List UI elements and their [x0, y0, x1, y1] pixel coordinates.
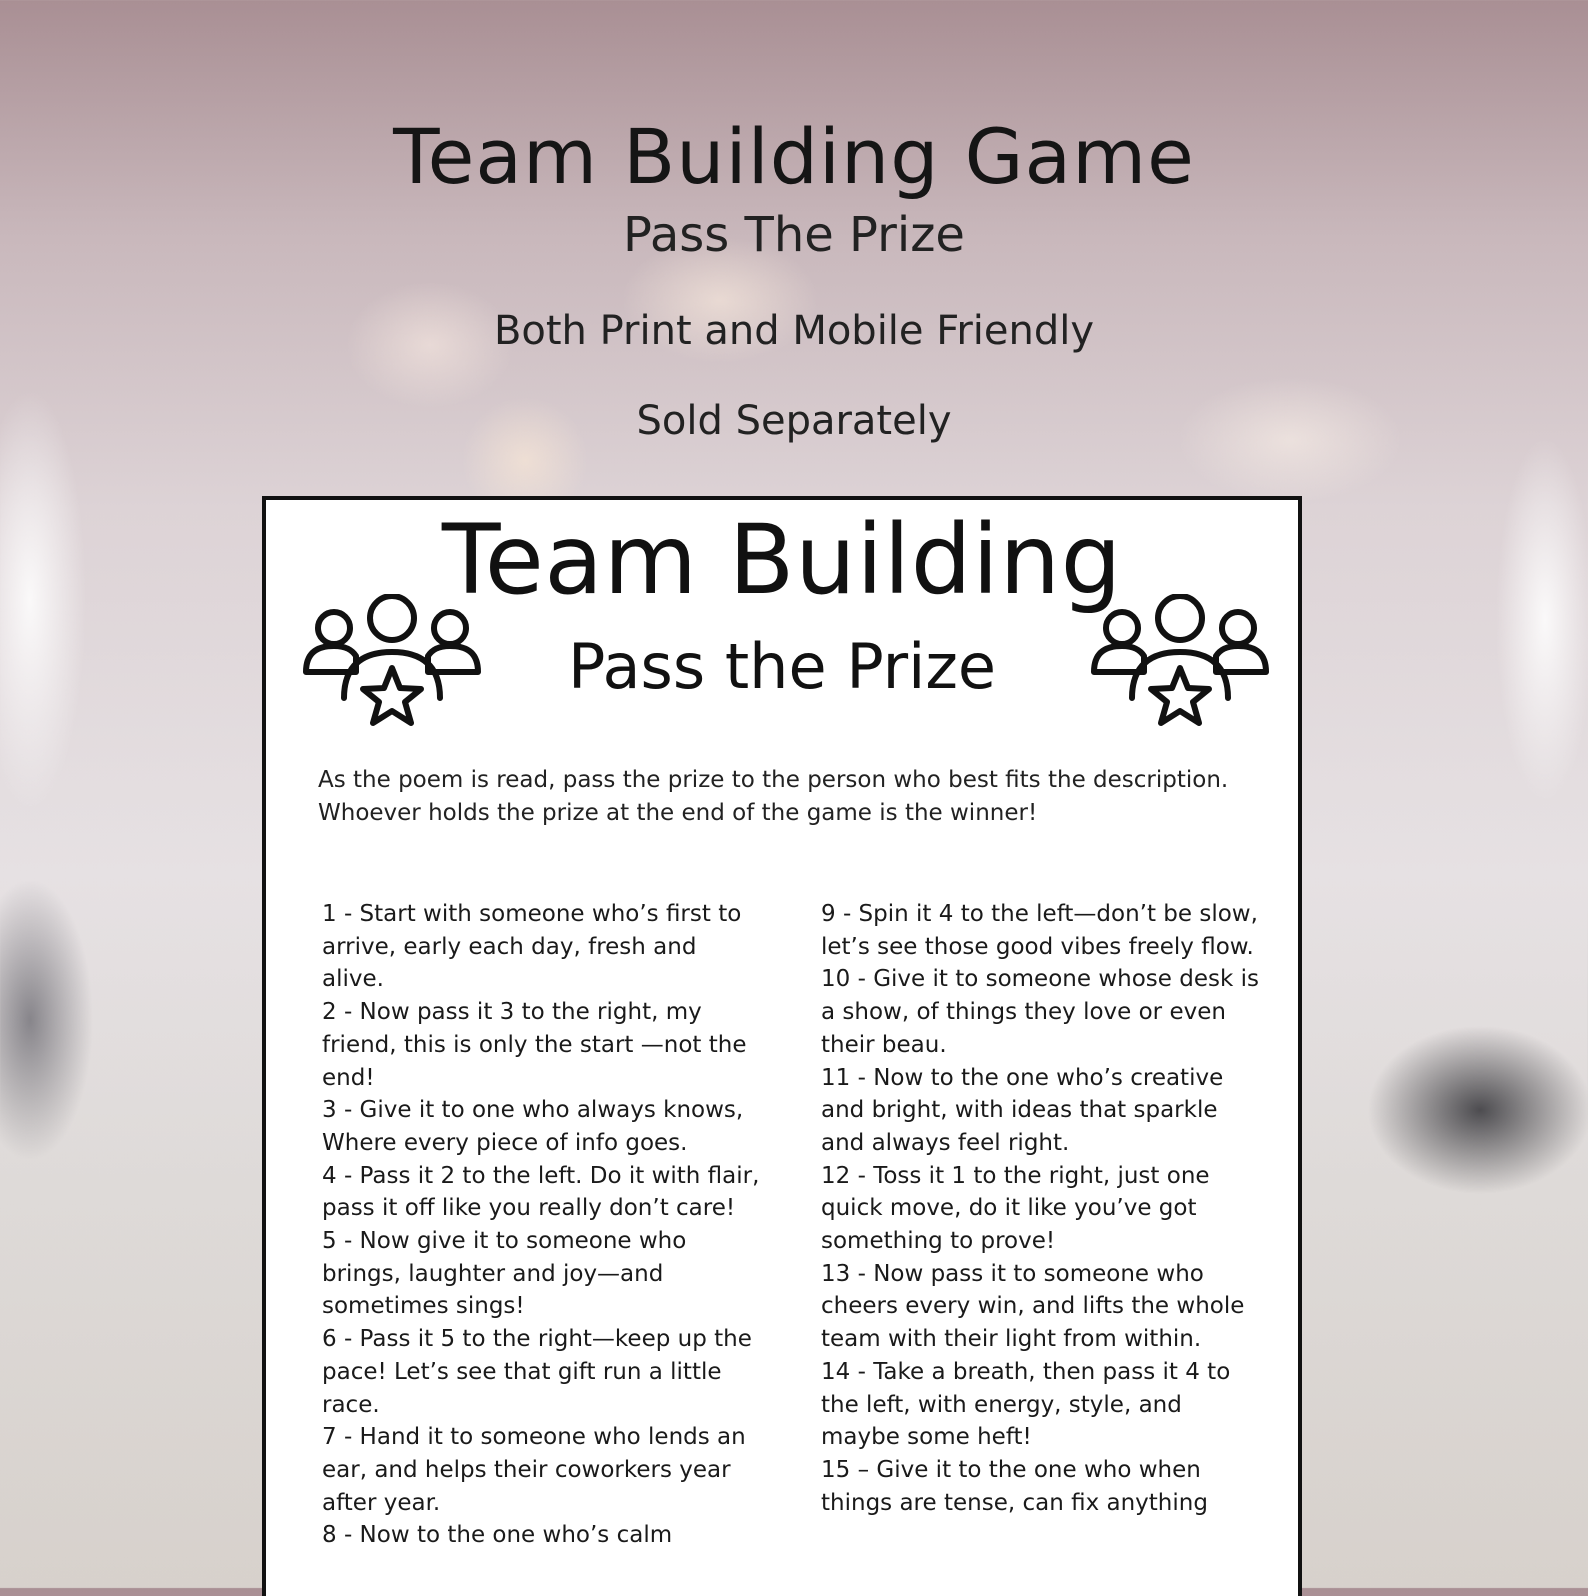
verse: 10 - Give it to someone whose desk is a show, of things they love or even their beau.	[821, 966, 1259, 1058]
verses-left-column	[322, 898, 762, 1552]
verse: 14 - Take a breath, then pass it 4 to the left, with energy, style, and maybe some heft!	[821, 1358, 1231, 1451]
hero-print-mobile-note: Both Print and Mobile Friendly	[493, 308, 1095, 354]
verse: 8 - Now to the one who’s calm	[322, 1522, 673, 1549]
sheet-title: Team Building	[441, 504, 1123, 616]
verse: 6 - Pass it 5 to the right—keep up the pace! Let’s see that gift run a little race.	[322, 1326, 752, 1418]
verse: 9 - Spin it 4 to the left—don’t be slow, let’s see those good vibes freely flow.	[821, 901, 1258, 960]
hero-sold-separately-note: Sold Separately	[636, 398, 952, 444]
verse: 15 – Give it to the one who when things are tense, can fix anything	[821, 1456, 1208, 1516]
hero-title: Team Building Game	[393, 112, 1195, 201]
verse: 12 - Toss it 1 to the right, just one quick move, do it like you’ve got something to prove!	[821, 1162, 1210, 1255]
game-instructions: As the poem is read, pass the prize to the person who best fits the description. Whoever holds the prize at the end of the game is the winner!	[318, 767, 1229, 826]
verse: 11 - Now to the one who’s creative and bright, with ideas that sparkle and always feel right.	[821, 1064, 1224, 1156]
verse: 5 - Now give it to someone who brings, laughter and joy—and sometimes sings!	[322, 1228, 687, 1320]
game-sheet	[262, 496, 1302, 1596]
sheet-subtitle: Pass the Prize	[567, 630, 997, 703]
verses-right-column	[821, 898, 1261, 1519]
verse: 3 - Give it to one who always knows, Where every piece of info goes.	[322, 1097, 744, 1156]
verse: 4 - Pass it 2 to the left. Do it with flair, pass it off like you really don’t care!	[322, 1162, 760, 1222]
verse: 7 - Hand it to someone who lends an ear, and helps their coworkers year after year.	[322, 1424, 746, 1516]
verse: 1 - Start with someone who’s first to arrive, early each day, fresh and alive.	[322, 901, 742, 993]
verse: 13 - Now pass it to someone who cheers every win, and lifts the whole team with their light from within.	[821, 1260, 1245, 1353]
hero-subtitle: Pass The Prize	[623, 207, 965, 263]
verse: 2 - Now pass it 3 to the right, my friend, this is only the start —not the end!	[322, 999, 747, 1091]
